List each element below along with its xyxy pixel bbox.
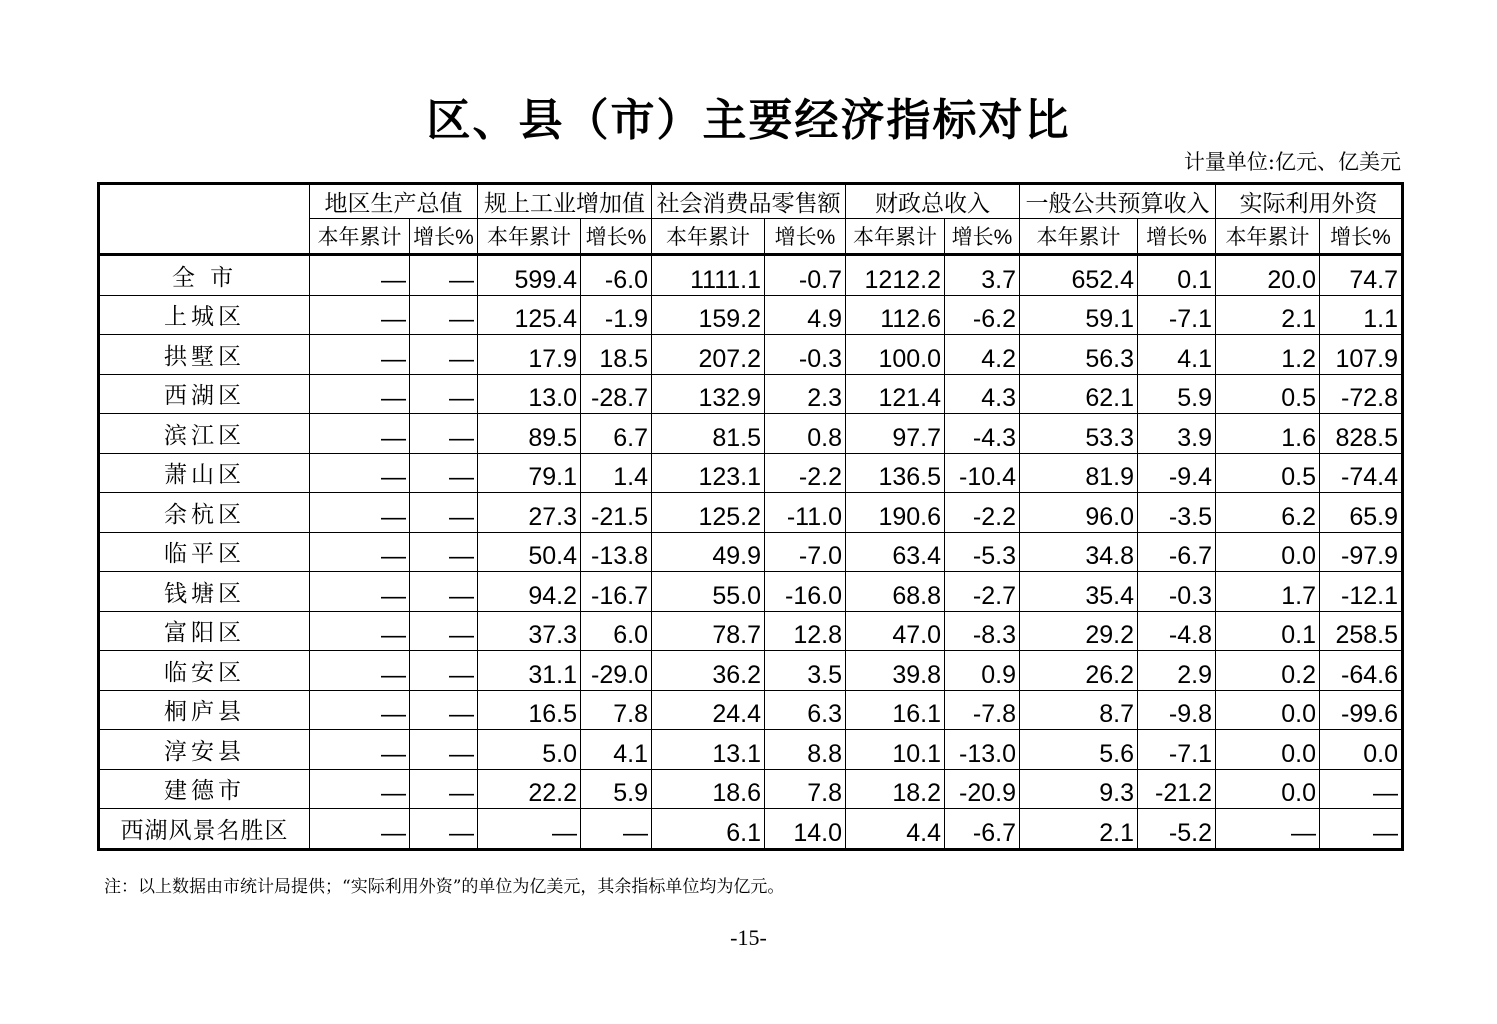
sub-header: 本年累计 xyxy=(1216,219,1320,255)
value-cell: 29.2 xyxy=(1020,611,1138,651)
value-cell: -16.7 xyxy=(581,572,652,612)
value-cell: 81.9 xyxy=(1020,453,1138,493)
value-cell: 0.0 xyxy=(1320,730,1403,770)
value-cell: 5.9 xyxy=(581,769,652,809)
value-cell: — xyxy=(410,690,478,730)
value-cell: 0.0 xyxy=(1216,690,1320,730)
table-row xyxy=(99,809,1403,850)
table-row xyxy=(99,572,1403,612)
value-cell: 81.5 xyxy=(652,414,765,454)
value-cell: 27.3 xyxy=(478,493,581,533)
region-header-cell xyxy=(99,184,310,255)
group-header-row xyxy=(99,184,1403,219)
table-row xyxy=(99,611,1403,651)
value-cell: 125.4 xyxy=(478,295,581,335)
value-cell: — xyxy=(410,295,478,335)
table-row xyxy=(99,690,1403,730)
table-row xyxy=(99,651,1403,691)
value-cell: — xyxy=(478,809,581,850)
value-cell: 13.1 xyxy=(652,730,765,770)
region-name-cell: 淳安县 xyxy=(99,730,310,770)
value-cell: 55.0 xyxy=(652,572,765,612)
group-header: 社会消费品零售额 xyxy=(652,184,846,219)
sub-header: 本年累计 xyxy=(1020,219,1138,255)
value-cell: 16.1 xyxy=(846,690,945,730)
value-cell: 190.6 xyxy=(846,493,945,533)
value-cell: — xyxy=(310,414,410,454)
value-cell: -7.8 xyxy=(945,690,1020,730)
value-cell: 6.0 xyxy=(581,611,652,651)
value-cell: -64.6 xyxy=(1320,651,1403,691)
table-row xyxy=(99,730,1403,770)
value-cell: — xyxy=(310,611,410,651)
value-cell: — xyxy=(310,255,410,296)
value-cell: 89.5 xyxy=(478,414,581,454)
footnote: 注：以上数据由市统计局提供；“实际利用外资”的单位为亿美元，其余指标单位均为亿元。 xyxy=(104,877,785,897)
value-cell: -2.2 xyxy=(945,493,1020,533)
value-cell: — xyxy=(310,532,410,572)
value-cell: 47.0 xyxy=(846,611,945,651)
value-cell: 14.0 xyxy=(765,809,846,850)
sub-header: 增长% xyxy=(581,219,652,255)
value-cell: 136.5 xyxy=(846,453,945,493)
sub-header: 本年累计 xyxy=(310,219,410,255)
value-cell: 207.2 xyxy=(652,335,765,375)
value-cell: — xyxy=(410,730,478,770)
table-row xyxy=(99,255,1403,296)
value-cell: — xyxy=(410,572,478,612)
value-cell: 96.0 xyxy=(1020,493,1138,533)
value-cell: 3.7 xyxy=(945,255,1020,296)
value-cell: -21.5 xyxy=(581,493,652,533)
value-cell: — xyxy=(310,690,410,730)
value-cell: -4.8 xyxy=(1138,611,1216,651)
value-cell: 65.9 xyxy=(1320,493,1403,533)
value-cell: — xyxy=(310,651,410,691)
value-cell: 2.1 xyxy=(1020,809,1138,850)
value-cell: 652.4 xyxy=(1020,255,1138,296)
value-cell: -11.0 xyxy=(765,493,846,533)
value-cell: 0.5 xyxy=(1216,374,1320,414)
value-cell: -0.3 xyxy=(765,335,846,375)
value-cell: 50.4 xyxy=(478,532,581,572)
value-cell: 258.5 xyxy=(1320,611,1403,651)
group-header: 地区生产总值 xyxy=(310,184,478,219)
value-cell: 5.0 xyxy=(478,730,581,770)
value-cell: -20.9 xyxy=(945,769,1020,809)
value-cell: 2.1 xyxy=(1216,295,1320,335)
value-cell: — xyxy=(410,414,478,454)
value-cell: -4.3 xyxy=(945,414,1020,454)
region-name-cell: 临安区 xyxy=(99,651,310,691)
sub-header: 增长% xyxy=(1320,219,1403,255)
value-cell: 94.2 xyxy=(478,572,581,612)
value-cell: 4.9 xyxy=(765,295,846,335)
value-cell: -9.4 xyxy=(1138,453,1216,493)
value-cell: 78.7 xyxy=(652,611,765,651)
value-cell: 828.5 xyxy=(1320,414,1403,454)
region-name-cell: 西湖区 xyxy=(99,374,310,414)
value-cell: 31.1 xyxy=(478,651,581,691)
value-cell: -16.0 xyxy=(765,572,846,612)
unit-note: 计量单位:亿元、亿美元 xyxy=(1183,150,1401,174)
value-cell: 26.2 xyxy=(1020,651,1138,691)
value-cell: 8.7 xyxy=(1020,690,1138,730)
value-cell: -2.7 xyxy=(945,572,1020,612)
region-name-cell: 全 市 xyxy=(99,255,310,296)
table-row xyxy=(99,532,1403,572)
value-cell: — xyxy=(1320,809,1403,850)
group-header: 财政总收入 xyxy=(846,184,1020,219)
value-cell: 100.0 xyxy=(846,335,945,375)
region-name-cell: 上城区 xyxy=(99,295,310,335)
table-row xyxy=(99,335,1403,375)
region-name-cell: 富阳区 xyxy=(99,611,310,651)
value-cell: -74.4 xyxy=(1320,453,1403,493)
value-cell: 56.3 xyxy=(1020,335,1138,375)
value-cell: 0.1 xyxy=(1138,255,1216,296)
value-cell: 0.5 xyxy=(1216,453,1320,493)
value-cell: -7.1 xyxy=(1138,295,1216,335)
value-cell: 49.9 xyxy=(652,532,765,572)
region-name-cell: 滨江区 xyxy=(99,414,310,454)
value-cell: 2.9 xyxy=(1138,651,1216,691)
value-cell: — xyxy=(410,532,478,572)
value-cell: 0.9 xyxy=(945,651,1020,691)
value-cell: 10.1 xyxy=(846,730,945,770)
value-cell: 0.0 xyxy=(1216,532,1320,572)
value-cell: — xyxy=(410,493,478,533)
table-row xyxy=(99,493,1403,533)
value-cell: — xyxy=(310,809,410,850)
value-cell: 18.5 xyxy=(581,335,652,375)
value-cell: 13.0 xyxy=(478,374,581,414)
value-cell: -12.1 xyxy=(1320,572,1403,612)
value-cell: -13.0 xyxy=(945,730,1020,770)
value-cell: 36.2 xyxy=(652,651,765,691)
value-cell: 68.8 xyxy=(846,572,945,612)
table-row xyxy=(99,374,1403,414)
value-cell: -72.8 xyxy=(1320,374,1403,414)
value-cell: 3.5 xyxy=(765,651,846,691)
value-cell: 7.8 xyxy=(581,690,652,730)
value-cell: 9.3 xyxy=(1020,769,1138,809)
value-cell: 5.6 xyxy=(1020,730,1138,770)
value-cell: 4.3 xyxy=(945,374,1020,414)
value-cell: — xyxy=(410,651,478,691)
value-cell: — xyxy=(310,769,410,809)
value-cell: 79.1 xyxy=(478,453,581,493)
value-cell: 4.4 xyxy=(846,809,945,850)
page-number: -15- xyxy=(730,925,767,950)
region-name-cell: 建德市 xyxy=(99,769,310,809)
value-cell: 20.0 xyxy=(1216,255,1320,296)
value-cell: 18.6 xyxy=(652,769,765,809)
value-cell: 0.8 xyxy=(765,414,846,454)
value-cell: — xyxy=(410,453,478,493)
value-cell: — xyxy=(310,295,410,335)
value-cell: — xyxy=(310,374,410,414)
value-cell: 18.2 xyxy=(846,769,945,809)
value-cell: 1.2 xyxy=(1216,335,1320,375)
region-name-cell: 桐庐县 xyxy=(99,690,310,730)
value-cell: -7.0 xyxy=(765,532,846,572)
value-cell: — xyxy=(310,572,410,612)
region-name-cell: 钱塘区 xyxy=(99,572,310,612)
value-cell: 8.8 xyxy=(765,730,846,770)
value-cell: 63.4 xyxy=(846,532,945,572)
value-cell: 6.1 xyxy=(652,809,765,850)
value-cell: -13.8 xyxy=(581,532,652,572)
economic-indicators-table xyxy=(97,182,1404,851)
value-cell: -0.3 xyxy=(1138,572,1216,612)
value-cell: -0.7 xyxy=(765,255,846,296)
region-name-cell: 余杭区 xyxy=(99,493,310,533)
value-cell: 1.1 xyxy=(1320,295,1403,335)
value-cell: 132.9 xyxy=(652,374,765,414)
value-cell: 6.2 xyxy=(1216,493,1320,533)
group-header: 一般公共预算收入 xyxy=(1020,184,1216,219)
region-name-cell: 西湖风景名胜区 xyxy=(99,809,310,850)
value-cell: 17.9 xyxy=(478,335,581,375)
value-cell: — xyxy=(581,809,652,850)
value-cell: -7.1 xyxy=(1138,730,1216,770)
value-cell: 2.3 xyxy=(765,374,846,414)
value-cell: -1.9 xyxy=(581,295,652,335)
value-cell: -2.2 xyxy=(765,453,846,493)
value-cell: 121.4 xyxy=(846,374,945,414)
value-cell: — xyxy=(310,335,410,375)
value-cell: 37.3 xyxy=(478,611,581,651)
value-cell: 4.2 xyxy=(945,335,1020,375)
value-cell: -6.0 xyxy=(581,255,652,296)
value-cell: 97.7 xyxy=(846,414,945,454)
sub-header: 本年累计 xyxy=(652,219,765,255)
sub-header: 增长% xyxy=(765,219,846,255)
value-cell: — xyxy=(1216,809,1320,850)
table-row xyxy=(99,295,1403,335)
value-cell: -97.9 xyxy=(1320,532,1403,572)
value-cell: 107.9 xyxy=(1320,335,1403,375)
value-cell: — xyxy=(410,374,478,414)
value-cell: 112.6 xyxy=(846,295,945,335)
sub-header: 本年累计 xyxy=(478,219,581,255)
value-cell: 59.1 xyxy=(1020,295,1138,335)
value-cell: 22.2 xyxy=(478,769,581,809)
value-cell: — xyxy=(410,809,478,850)
sub-header: 本年累计 xyxy=(846,219,945,255)
value-cell: -5.3 xyxy=(945,532,1020,572)
value-cell: -99.6 xyxy=(1320,690,1403,730)
value-cell: 0.2 xyxy=(1216,651,1320,691)
table-body xyxy=(99,255,1403,850)
value-cell: — xyxy=(410,769,478,809)
value-cell: 599.4 xyxy=(478,255,581,296)
value-cell: 159.2 xyxy=(652,295,765,335)
value-cell: 16.5 xyxy=(478,690,581,730)
value-cell: 0.1 xyxy=(1216,611,1320,651)
region-name-cell: 拱墅区 xyxy=(99,335,310,375)
value-cell: 6.7 xyxy=(581,414,652,454)
table-row xyxy=(99,414,1403,454)
value-cell: 34.8 xyxy=(1020,532,1138,572)
value-cell: -10.4 xyxy=(945,453,1020,493)
value-cell: 3.9 xyxy=(1138,414,1216,454)
value-cell: 6.3 xyxy=(765,690,846,730)
value-cell: 0.0 xyxy=(1216,730,1320,770)
value-cell: — xyxy=(410,255,478,296)
value-cell: -5.2 xyxy=(1138,809,1216,850)
value-cell: -3.5 xyxy=(1138,493,1216,533)
sub-header: 增长% xyxy=(410,219,478,255)
value-cell: 123.1 xyxy=(652,453,765,493)
region-name-cell: 萧山区 xyxy=(99,453,310,493)
value-cell: 24.4 xyxy=(652,690,765,730)
value-cell: 4.1 xyxy=(581,730,652,770)
value-cell: 0.0 xyxy=(1216,769,1320,809)
value-cell: -6.7 xyxy=(1138,532,1216,572)
value-cell: -6.2 xyxy=(945,295,1020,335)
value-cell: 4.1 xyxy=(1138,335,1216,375)
region-name-cell: 临平区 xyxy=(99,532,310,572)
value-cell: -28.7 xyxy=(581,374,652,414)
value-cell: 62.1 xyxy=(1020,374,1138,414)
value-cell: — xyxy=(410,611,478,651)
value-cell: — xyxy=(1320,769,1403,809)
value-cell: — xyxy=(310,493,410,533)
value-cell: 74.7 xyxy=(1320,255,1403,296)
value-cell: 39.8 xyxy=(846,651,945,691)
value-cell: 53.3 xyxy=(1020,414,1138,454)
group-header: 实际利用外资 xyxy=(1216,184,1403,219)
value-cell: 12.8 xyxy=(765,611,846,651)
value-cell: 125.2 xyxy=(652,493,765,533)
value-cell: -29.0 xyxy=(581,651,652,691)
sub-header: 增长% xyxy=(945,219,1020,255)
sub-header: 增长% xyxy=(1138,219,1216,255)
page-title: 区、县（市）主要经济指标对比 xyxy=(426,95,1071,146)
value-cell: 1212.2 xyxy=(846,255,945,296)
value-cell: — xyxy=(310,453,410,493)
value-cell: — xyxy=(310,730,410,770)
table-row xyxy=(99,769,1403,809)
table-row xyxy=(99,453,1403,493)
value-cell: -9.8 xyxy=(1138,690,1216,730)
value-cell: 7.8 xyxy=(765,769,846,809)
value-cell: 5.9 xyxy=(1138,374,1216,414)
value-cell: 1111.1 xyxy=(652,255,765,296)
value-cell: 1.7 xyxy=(1216,572,1320,612)
value-cell: -8.3 xyxy=(945,611,1020,651)
value-cell: -21.2 xyxy=(1138,769,1216,809)
value-cell: 1.4 xyxy=(581,453,652,493)
value-cell: — xyxy=(410,335,478,375)
value-cell: -6.7 xyxy=(945,809,1020,850)
value-cell: 1.6 xyxy=(1216,414,1320,454)
group-header: 规上工业增加值 xyxy=(478,184,652,219)
value-cell: 35.4 xyxy=(1020,572,1138,612)
